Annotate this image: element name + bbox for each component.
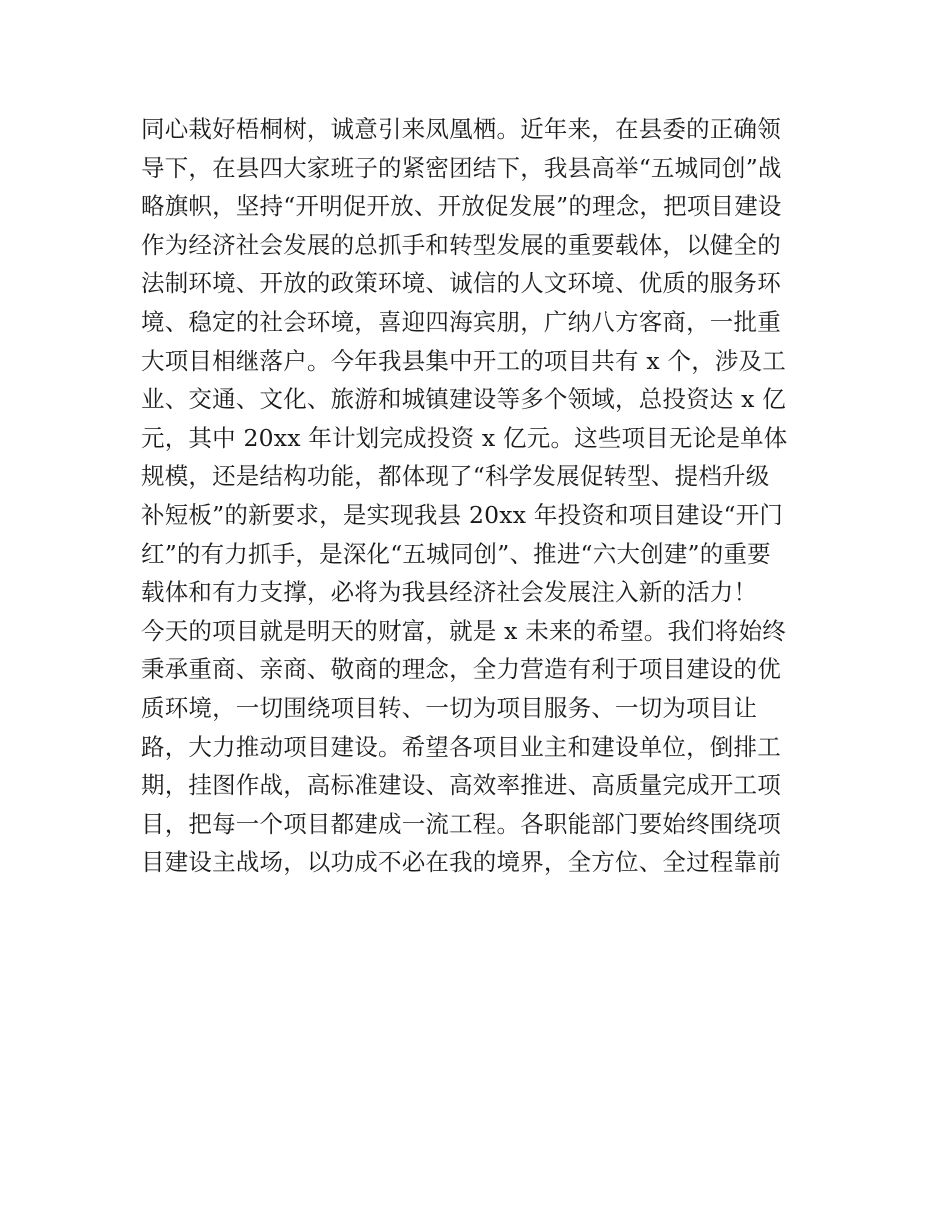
text-line: 略旗帜，坚持“开明促开放、开放促发展”的理念，把项目建设 — [141, 192, 782, 221]
text-line: 期，挂图作战，高标准建设、高效率推进、高质量完成开工项 — [141, 771, 781, 800]
text-line: 质环境，一切围绕项目转、一切为项目服务、一切为项目让 — [141, 693, 758, 722]
text-line: 今天的项目就是明天的财富，就是 x 未来的希望。我们将始终 — [141, 616, 786, 645]
text-line: 目，把每一个项目都建成一流工程。各职能部门要始终围绕项 — [141, 809, 781, 838]
text-line: 业、交通、文化、旅游和城镇建设等多个领域，总投资达 x 亿 — [141, 385, 786, 414]
text-line: 目建设主战场，以功成不必在我的境界，全方位、全过程靠前 — [141, 848, 781, 877]
text-line: 载体和有力支撑，必将为我县经济社会发展注入新的活力！ — [141, 578, 758, 607]
text-line: 大项目相继落户。今年我县集中开工的项目共有 x 个，涉及工 — [141, 346, 786, 375]
text-line: 同心栽好梧桐树，诚意引来凤凰栖。近年来，在县委的正确领 — [141, 115, 781, 143]
text-line: 导下，在县四大家班子的紧密团结下，我县高举“五城同创”战 — [141, 153, 782, 182]
body-text — [141, 110, 821, 882]
text-line: 路，大力推动项目建设。希望各项目业主和建设单位，倒排工 — [141, 732, 781, 761]
text-line: 法制环境、开放的政策环境、诚信的人文环境、优质的服务环 — [141, 269, 781, 298]
text-line: 补短板”的新要求，是实现我县 20xx 年投资和项目建设“开门 — [141, 500, 784, 529]
text-line: 境、稳定的社会环境，喜迎四海宾朋，广纳八方客商，一批重 — [141, 307, 781, 336]
text-line: 元，其中 20xx 年计划完成投资 x 亿元。这些项目无论是单体 — [141, 423, 788, 452]
text-line: 秉承重商、亲商、敬商的理念，全力营造有利于项目建设的优 — [141, 655, 781, 684]
text-line: 作为经济社会发展的总抓手和转型发展的重要载体，以健全的 — [141, 230, 781, 259]
text-line: 红”的有力抓手，是深化“五城同创”、推进“六大创建”的重要 — [141, 539, 771, 568]
text-line: 规模，还是结构功能，都体现了“科学发展促转型、提档升级 — [141, 462, 770, 491]
